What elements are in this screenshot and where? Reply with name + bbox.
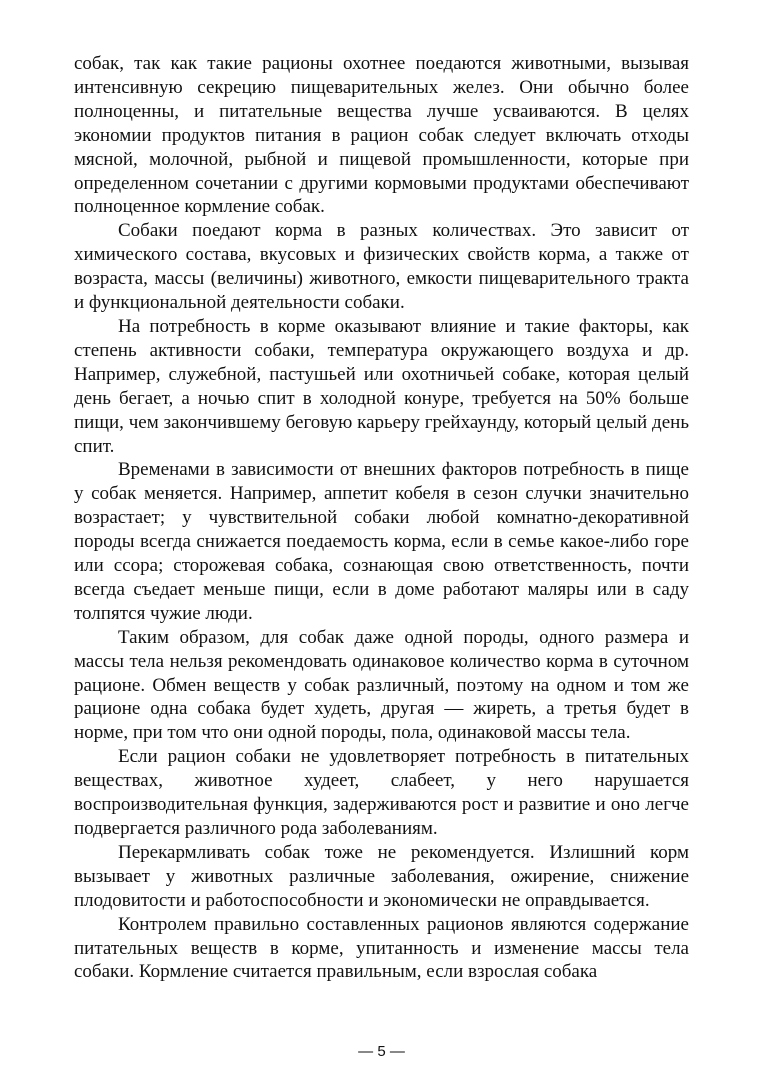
paragraph-external-factors: Временами в зависимости от внешних факторов потребность в пище у собак меняется. Например, аппетит кобеля в сезон случки значительно возрастает; у чувствительной собаки любой комнатно-декоративной породы всегда снижается поедаемость корма, если в семье какое-либо горе или ссора; сторожевая собака, сознающая свою ответственность, почти всегда съедает меньше пищи, если в доме работают маляры или в саду толпятся чужие люди.	[74, 459, 689, 624]
paragraph-overfeeding: Перекармливать собак тоже не рекомендуется. Излишний корм вызывает у животных различные заболевания, ожирение, снижение плодовитости и работоспособности и экономически не оправдывается.	[74, 841, 689, 911]
paragraph-feed-quantity: Собаки поедают корма в разных количествах. Это зависит от химического состава, вкусовых и физических свойств корма, а также от возраста, массы (величины) животного, емкости пищеварительного тракта и функциональной деятельности собаки.	[74, 220, 689, 314]
page-body	[74, 52, 689, 984]
paragraph-individual-metabolism: Таким образом, для собак даже одной породы, одного размера и массы тела нельзя рекомендовать одинаковое количество корма в суточном рационе. Обмен веществ у собак различный, поэтому на одном и том же рационе одна собака будет худеть, другая — жиреть, а третья будет в норме, при том что они одной породы, пола, одинаковой массы тела.	[74, 626, 689, 744]
page-number: — 5 —	[358, 1043, 405, 1060]
paragraph-underfeeding: Если рацион собаки не удовлетворяет потребность в питательных веществах, животное худеет, слабеет, у него нарушается воспроизводительная функция, задерживаются рост и развитие и оно легче подвергается различного рода заболеваниям.	[74, 746, 689, 839]
paragraph-ration-control: Контролем правильно составленных рационов являются содержание питательных веществ в корме, упитанность и изменение массы тела собаки. Кормление считается правильным, если взрослая собака	[74, 913, 689, 983]
paragraph-activity-factors: На потребность в корме оказывают влияние и такие факторы, как степень активности собаки, температура окружающего воздуха и др. Например, служебной, пастушьей или охотничьей собаке, которая целый день бегает, а ночью спит в холодной конуре, требуется на 50% больше пищи, чем закончившему беговую карьеру грейхаунду, который целый день спит.	[74, 315, 689, 457]
paragraph-continuation: собак, так как такие рационы охотнее поедаются животными, вызывая интенсивную секрецию пищеварительных желез. Они обычно более полноценны, и питательные вещества лучше усваиваются. В целях экономии продуктов питания в рацион собак следует включать отходы мясной, молочной, рыбной и пищевой промышленности, которые при определенном сочетании с другими кормовыми продуктами обеспечивают полноценное кормление собак.	[74, 53, 689, 218]
